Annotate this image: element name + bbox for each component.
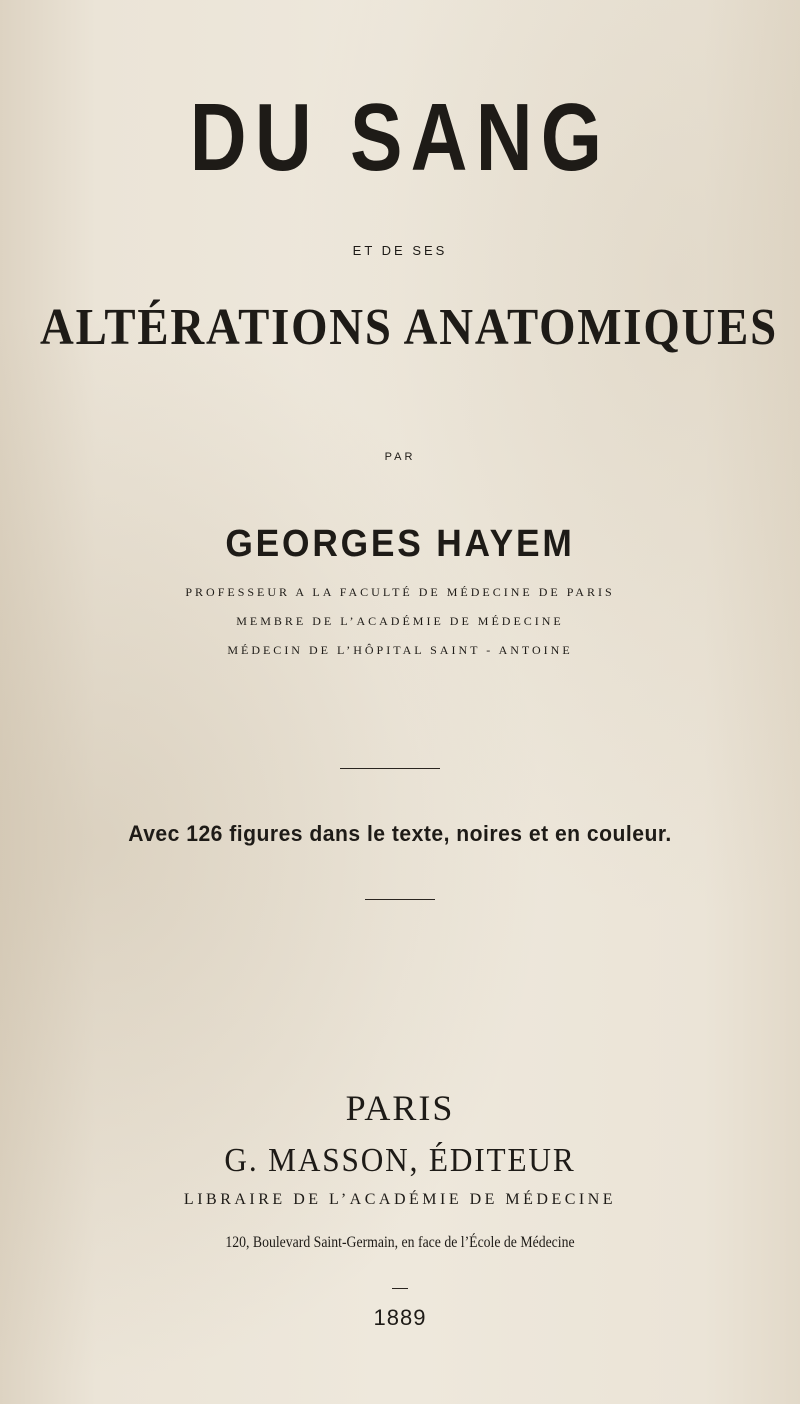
author-credential-hospital: MÉDECIN DE L’HÔPITAL SAINT - ANTOINE [227, 643, 573, 657]
publication-year: 1889 [373, 1305, 427, 1330]
publisher-name: G. MASSON, ÉDITEUR [224, 1142, 576, 1179]
figures-note: Avec 126 figures dans le texte, noires et en couleur. [128, 821, 672, 846]
publisher-role: LIBRAIRE DE L’ACADÉMIE DE MÉDECINE [183, 1191, 617, 1208]
book-title: DU SANG [189, 84, 611, 191]
book-subtitle: ALTÉRATIONS ANATOMIQUES [40, 299, 778, 356]
author-name: GEORGES HAYEM [225, 523, 575, 565]
publisher-address: 120, Boulevard Saint-Germain, en face de l’École de Médecine [225, 1234, 575, 1251]
year-dash [392, 1288, 408, 1289]
divider-rule-bottom [365, 899, 435, 900]
publisher-city: PARIS [345, 1088, 455, 1128]
title-connector: ET DE SES [352, 243, 448, 258]
author-credential-academy: MEMBRE DE L’ACADÉMIE DE MÉDECINE [236, 614, 564, 628]
divider-rule-top [340, 768, 440, 769]
author-by-label: PAR [384, 451, 416, 463]
author-credential-professor: PROFESSEUR A LA FACULTÉ DE MÉDECINE DE PARIS [185, 585, 615, 599]
